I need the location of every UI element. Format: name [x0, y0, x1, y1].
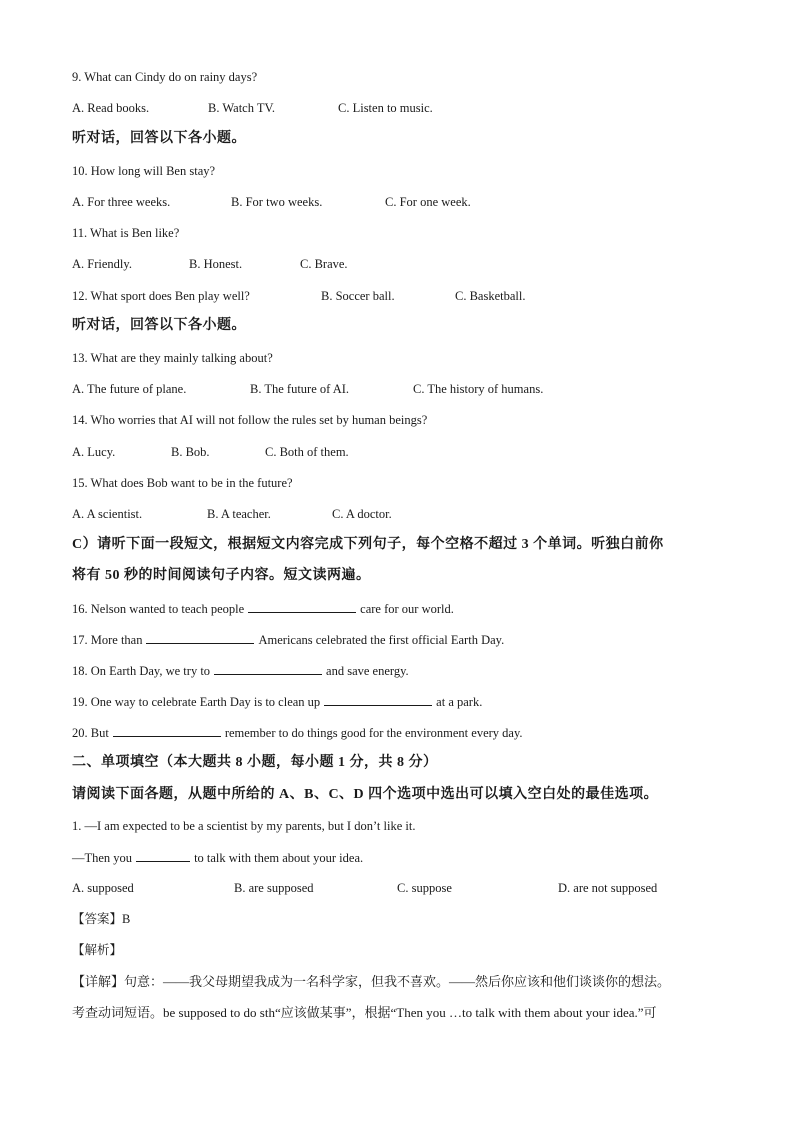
question-20 — [72, 724, 523, 741]
answer-blank[interactable] — [146, 631, 254, 644]
option-b: B. Soccer ball. — [321, 289, 395, 303]
option-c: C. suppose — [397, 881, 452, 895]
option-a: A. The future of plane. — [72, 382, 187, 396]
option-b: B. Watch TV. — [208, 101, 276, 115]
option-d: D. are not supposed — [558, 881, 658, 895]
question-14: 14. Who worries that AI will not follow the rules set by human beings? — [72, 413, 428, 427]
option-b: B. are supposed — [234, 881, 314, 895]
question-15: 15. What does Bob want to be in the future? — [72, 476, 293, 490]
answer-blank[interactable] — [248, 600, 356, 613]
question-text: —Then you — [72, 851, 133, 865]
question-19 — [72, 693, 482, 710]
question-text: 17. More than — [72, 633, 143, 647]
question-9: 9. What can Cindy do on rainy days? — [72, 70, 258, 84]
question-text: to talk with them about your idea. — [194, 851, 364, 865]
answer-label: 【答案】B — [72, 912, 131, 926]
option-c: C. Brave. — [300, 257, 348, 271]
question-11: 11. What is Ben like? — [72, 226, 180, 240]
question-18 — [72, 662, 409, 679]
answer-blank[interactable] — [324, 693, 432, 706]
option-c: C. Both of them. — [265, 445, 349, 459]
question-16 — [72, 600, 454, 617]
question-text: 19. One way to celebrate Earth Day is to clean up — [72, 695, 321, 709]
section-c-instruction-cont: 将有 50 秒的时间阅读句子内容。短文读两遍。 — [72, 568, 371, 583]
answer-blank[interactable] — [113, 724, 221, 737]
section-heading: 听对话，回答以下各小题。 — [72, 131, 246, 146]
question-text: remember to do things good for the environment every day. — [224, 726, 523, 740]
option-b: B. For two weeks. — [231, 195, 323, 209]
answer-blank[interactable] — [214, 662, 322, 675]
option-a: A. Lucy. — [72, 445, 116, 459]
option-a: A. For three weeks. — [72, 195, 171, 209]
section-heading: 听对话，回答以下各小题。 — [72, 318, 246, 333]
mc-question-1-reply — [72, 849, 363, 866]
question-text: 16. Nelson wanted to teach people — [72, 602, 245, 616]
part-2-instruction: 请阅读下面各题，从题中所给的 A、B、C、D 四个选项中选出可以填入空白处的最佳选项。 — [72, 787, 659, 802]
option-b: B. The future of AI. — [250, 382, 350, 396]
option-c: C. For one week. — [385, 195, 471, 209]
question-10: 10. How long will Ben stay? — [72, 164, 216, 178]
option-c: C. A doctor. — [332, 507, 392, 521]
option-a: A. Friendly. — [72, 257, 132, 271]
option-b: B. Honest. — [189, 257, 243, 271]
question-13: 13. What are they mainly talking about? — [72, 351, 273, 365]
option-a: A. Read books. — [72, 101, 150, 115]
part-2-title: 二、单项填空（本大题共 8 小题，每小题 1 分，共 8 分） — [72, 755, 438, 770]
option-a: A. supposed — [72, 881, 134, 895]
option-c: C. The history of humans. — [413, 382, 544, 396]
question-text: at a park. — [436, 695, 483, 709]
question-text: Americans celebrated the first official Earth Day. — [258, 633, 505, 647]
question-text: 18. On Earth Day, we try to — [72, 664, 211, 678]
detail-line-1: 【详解】句意：——我父母期望我成为一名科学家，但我不喜欢。——然后你应该和他们谈谈你的想法。 — [72, 974, 671, 989]
section-c-instruction: C）请听下面一段短文，根据短文内容完成下列句子，每个空格不超过 3 个单词。听独白前你 — [72, 537, 664, 552]
option-c: C. Listen to music. — [338, 101, 433, 115]
question-text: care for our world. — [360, 602, 454, 616]
detail-line-2: 考查动词短语。be supposed to do sth“应该做某事”，根据“Then you …to talk with them about your idea.”可 — [72, 1005, 657, 1020]
question-text: 20. But — [72, 726, 109, 740]
option-b: B. A teacher. — [207, 507, 271, 521]
analysis-label: 【解析】 — [72, 943, 123, 957]
question-text: and save energy. — [326, 664, 409, 678]
question-17 — [72, 631, 504, 648]
mc-question-1: 1. —I am expected to be a scientist by my parents, but I don’t like it. — [72, 819, 416, 833]
option-c: C. Basketball. — [455, 289, 526, 303]
option-a: A. A scientist. — [72, 507, 143, 521]
answer-blank[interactable] — [136, 849, 190, 862]
question-12-text: 12. What sport does Ben play well? — [72, 289, 250, 303]
option-b: B. Bob. — [171, 445, 210, 459]
